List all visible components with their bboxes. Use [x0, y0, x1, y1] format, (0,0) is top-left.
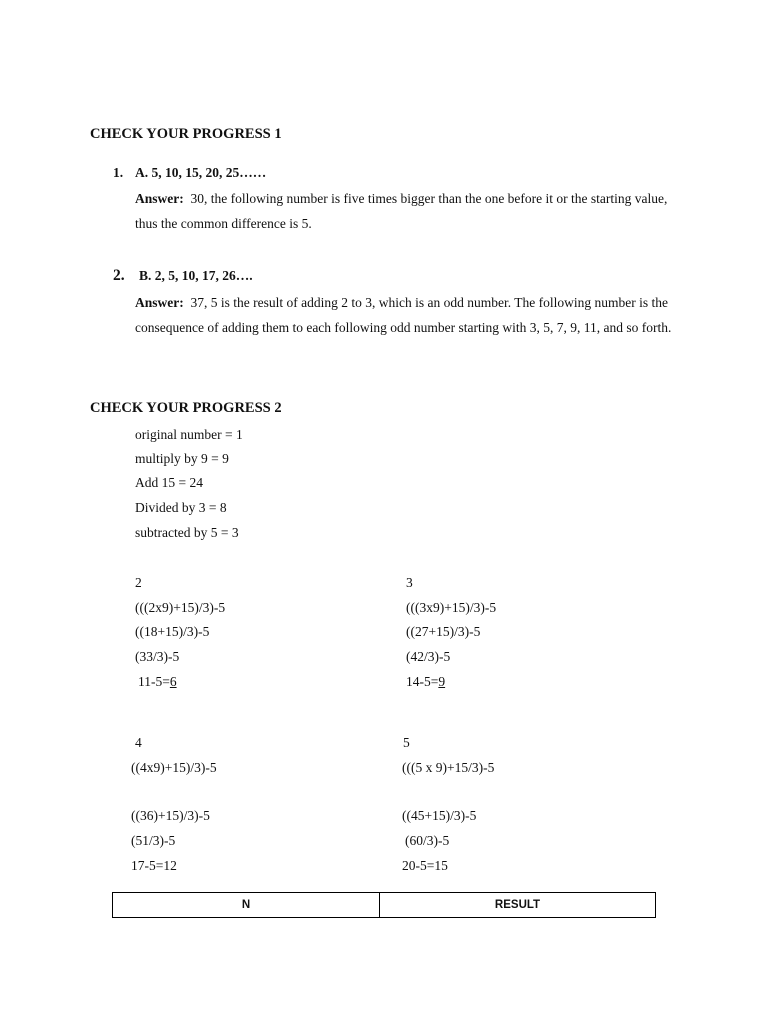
example-3-line: (42/3)-5: [406, 649, 451, 664]
step-line: Add 15 = 24: [135, 475, 203, 490]
example-4-label: 4: [135, 735, 142, 750]
item-1-sequence: A. 5, 10, 15, 20, 25……: [135, 165, 267, 180]
example-5-line: ((45+15)/3)-5: [402, 808, 477, 823]
item-1-number: 1.: [113, 165, 124, 180]
example-2-line: (((2x9)+15)/3)-5: [135, 600, 226, 615]
example-2-line: ((18+15)/3)-5: [135, 624, 210, 639]
result-table-header-row: [113, 893, 656, 918]
step-line: subtracted by 5 = 3: [135, 525, 239, 540]
item-2-sequence: B. 2, 5, 10, 17, 26….: [139, 268, 253, 283]
item-1-answer: [135, 187, 680, 236]
example-4-line: 17-5=12: [131, 858, 177, 873]
example-3-result: [406, 674, 445, 690]
example-5-line: (60/3)-5: [405, 833, 450, 848]
example-5-line: 20-5=15: [402, 858, 448, 873]
example-3-result-value: 9: [438, 674, 446, 689]
example-2-result-prefix: 11-5=: [138, 674, 170, 689]
item-2-answer-label: Answer:: [135, 295, 184, 310]
example-5-line: (((5 x 9)+15/3)-5: [402, 760, 495, 775]
step-line: Divided by 3 = 8: [135, 500, 227, 515]
example-2-line: (33/3)-5: [135, 649, 180, 664]
example-3-label: 3: [406, 575, 413, 590]
item-1-answer-label: Answer:: [135, 191, 184, 206]
table-header-result: RESULT: [380, 893, 656, 918]
example-5-label: 5: [403, 735, 410, 750]
example-2-result-value: 6: [169, 674, 177, 689]
example-2-label: 2: [135, 575, 142, 590]
example-4-line: ((36)+15)/3)-5: [131, 808, 210, 823]
table-header-n: N: [113, 893, 380, 918]
item-1-answer-text: 30, the following number is five times bigger than the one before it or the starting value, thus the common difference is 5.: [135, 191, 668, 231]
item-2-answer-text: 37, 5 is the result of adding 2 to 3, which is an odd number. The following number is the consequence of adding them to each following odd number starting with 3, 5, 7, 9, 11, and so forth.: [135, 295, 672, 335]
item-2-number: 2.: [113, 267, 125, 284]
section-1-heading: CHECK YOUR PROGRESS 1: [90, 126, 282, 142]
example-2-result: [138, 674, 177, 690]
result-table: [112, 892, 656, 918]
section-2-heading: CHECK YOUR PROGRESS 2: [90, 400, 282, 416]
example-3-line: ((27+15)/3)-5: [406, 624, 481, 639]
example-3-line: (((3x9)+15)/3)-5: [406, 600, 497, 615]
step-line: original number = 1: [135, 427, 243, 442]
step-line: multiply by 9 = 9: [135, 451, 229, 466]
example-4-line: (51/3)-5: [131, 833, 176, 848]
example-3-result-prefix: 14-5=: [406, 674, 439, 689]
item-2-answer: [135, 291, 680, 340]
example-4-line: ((4x9)+15)/3)-5: [131, 760, 217, 775]
